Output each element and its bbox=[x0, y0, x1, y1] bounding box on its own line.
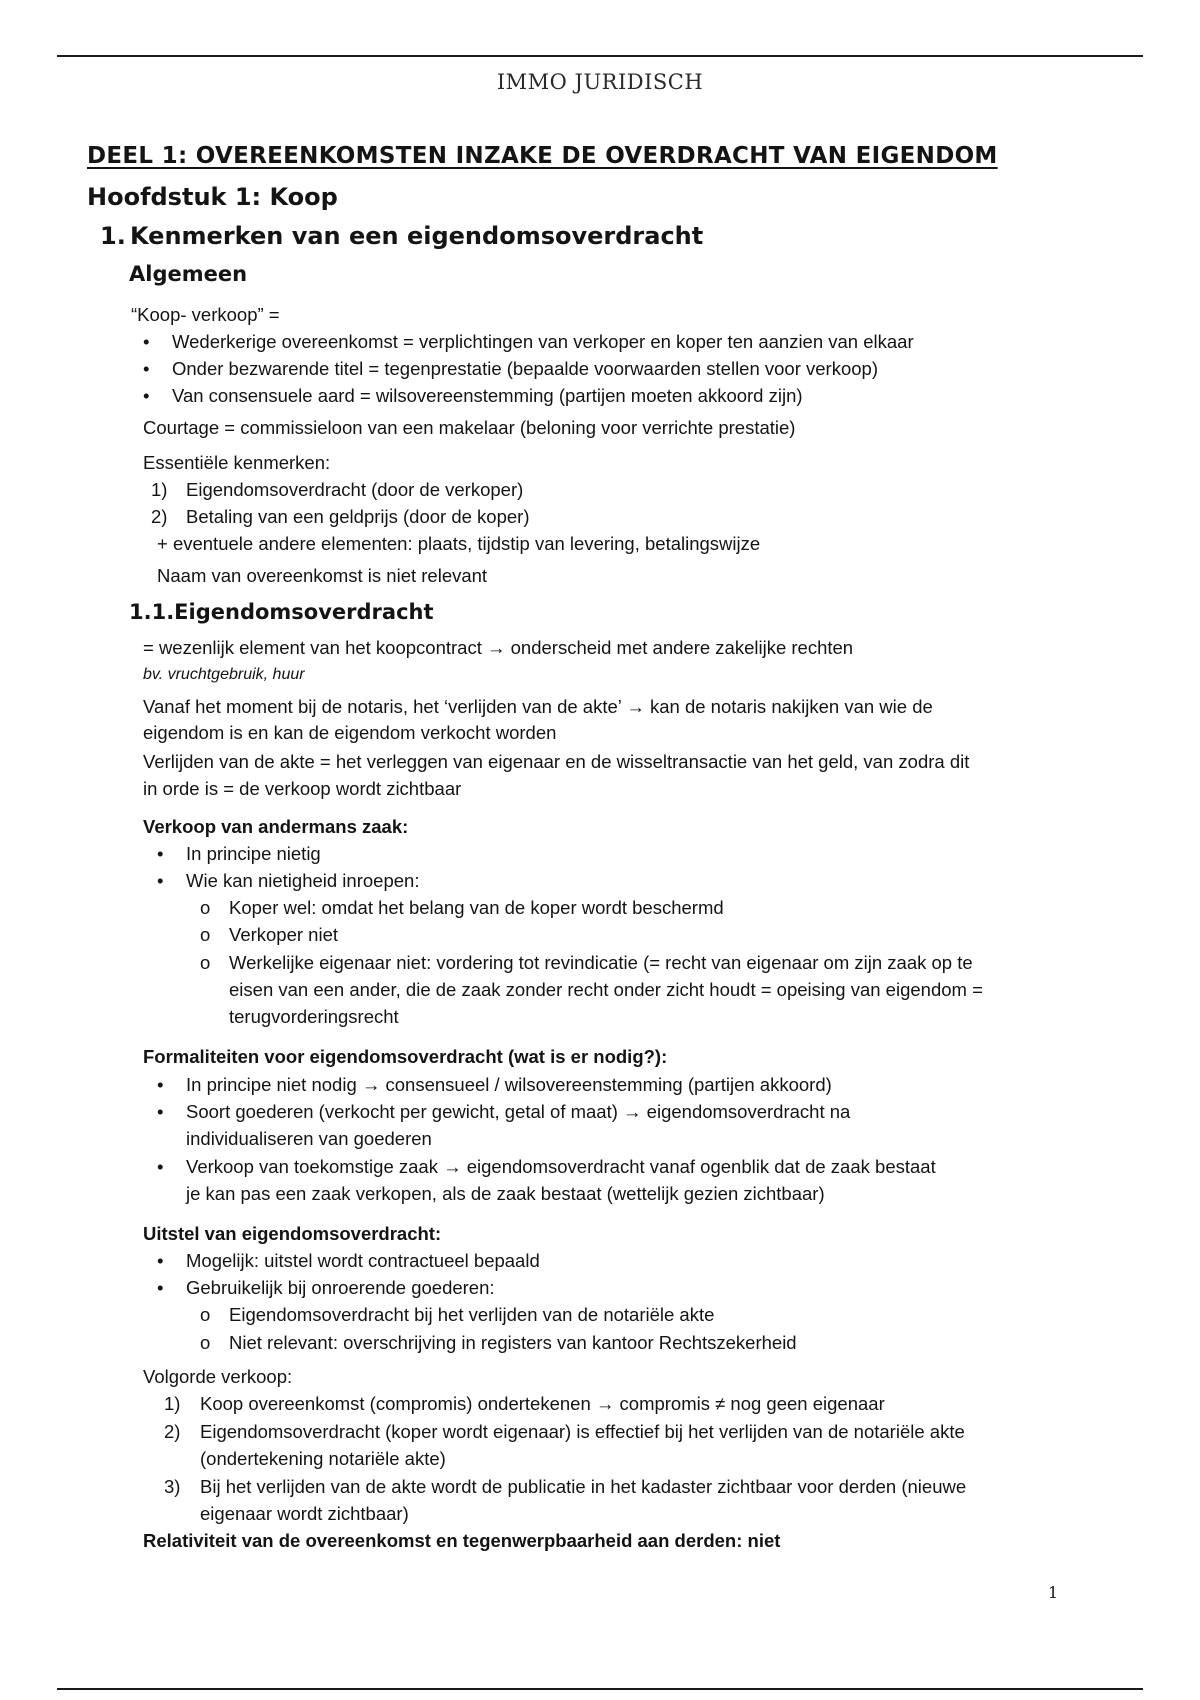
list-item: Van consensuele aard = wilsovereenstemming (partijen moeten akkoord zijn) bbox=[172, 385, 803, 406]
bullet-marker: • bbox=[157, 1101, 164, 1122]
sub-bullet-marker: o bbox=[200, 924, 211, 945]
list-item: Onder bezwarende titel = tegenprestatie (bepaalde voorwaarden stellen voor verkoop) bbox=[172, 358, 878, 379]
footer-rule bbox=[57, 1688, 1143, 1690]
list-number: 2) bbox=[164, 1421, 181, 1442]
sub-list-item: Verkoper niet bbox=[229, 924, 339, 945]
extra-elements: + eventuele andere elementen: plaats, tijdstip van levering, betalingswijze bbox=[157, 533, 761, 554]
list-number: 1) bbox=[151, 479, 168, 500]
list-item: Betaling van een geldprijs (door de koper) bbox=[186, 506, 530, 527]
list-number: 2) bbox=[151, 506, 168, 527]
list-item: Mogelijk: uitstel wordt contractueel bepaald bbox=[186, 1250, 540, 1271]
uitstel-heading: Uitstel van eigendomsoverdracht: bbox=[143, 1223, 442, 1244]
list-item-continuation: individualiseren van goederen bbox=[186, 1128, 432, 1149]
list-number: 1) bbox=[164, 1393, 181, 1414]
list-item: Wie kan nietigheid inroepen: bbox=[186, 870, 420, 891]
sub-bullet-marker: o bbox=[200, 897, 211, 918]
courtage-definition: Courtage = commissieloon van een makelaar (beloning voor verrichte prestatie) bbox=[143, 417, 796, 438]
list-item: Eigendomsoverdracht (koper wordt eigenaar) is effectief bij het verlijden van de notariële akte bbox=[200, 1421, 965, 1442]
page-number: 1 bbox=[1048, 1583, 1059, 1602]
list-item: Verkoop van toekomstige zaak → eigendomsoverdracht vanaf ogenblik dat de zaak bestaat bbox=[186, 1156, 936, 1177]
chapter-heading: Hoofdstuk 1: Koop bbox=[87, 183, 338, 211]
paragraph-line: Verlijden van de akte = het verleggen van eigenaar en de wisseltransactie van het geld, van zodra dit bbox=[143, 751, 970, 772]
list-item: In principe niet nodig → consensueel / wilsovereenstemming (partijen akkoord) bbox=[186, 1074, 832, 1095]
list-item: Koop overeenkomst (compromis) ondertekenen → compromis ≠ nog geen eigenaar bbox=[200, 1393, 885, 1414]
sub-bullet-marker: o bbox=[200, 1332, 211, 1353]
bullet-marker: • bbox=[157, 843, 164, 864]
bullet-marker: • bbox=[157, 870, 164, 891]
essentieel-label: Essentiële kenmerken: bbox=[143, 452, 331, 473]
list-number: 3) bbox=[164, 1476, 181, 1497]
bullet-marker: • bbox=[157, 1277, 164, 1298]
header-rule bbox=[57, 55, 1143, 57]
list-item: In principe nietig bbox=[186, 843, 321, 864]
andermans-heading: Verkoop van andermans zaak: bbox=[143, 816, 409, 837]
sub-list-item: Werkelijke eigenaar niet: vordering tot revindicatie (= recht van eigenaar om zijn zaak op te bbox=[229, 952, 973, 973]
section-title: Kenmerken van een eigendomsoverdracht bbox=[130, 222, 704, 250]
sub-list-item: Eigendomsoverdracht bij het verlijden van de notariële akte bbox=[229, 1304, 715, 1325]
subsection-heading: 1.1.Eigendomsoverdracht bbox=[129, 600, 434, 624]
bullet-marker: • bbox=[157, 1074, 164, 1095]
bullet-marker: • bbox=[143, 358, 150, 379]
part-heading: DEEL 1: OVEREENKOMSTEN INZAKE DE OVERDRACHT VAN EIGENDOM bbox=[87, 143, 998, 169]
sub-list-item-continuation: terugvorderingsrecht bbox=[229, 1006, 399, 1027]
sub-bullet-marker: o bbox=[200, 1304, 211, 1325]
bullet-marker: • bbox=[143, 385, 150, 406]
koop-intro: “Koop- verkoop” = bbox=[131, 304, 280, 325]
list-item-continuation: je kan pas een zaak verkopen, als de zaak bestaat (wettelijk gezien zichtbaar) bbox=[186, 1183, 825, 1204]
section-number: 1. bbox=[100, 222, 126, 250]
list-item: Bij het verlijden van de akte wordt de publicatie in het kadaster zichtbaar voor derden (nieuwe bbox=[200, 1476, 967, 1497]
overdracht-example: bv. vruchtgebruik, huur bbox=[143, 666, 305, 683]
list-item-continuation: (ondertekening notariële akte) bbox=[200, 1448, 446, 1469]
bullet-marker: • bbox=[143, 331, 150, 352]
list-item-continuation: eigenaar wordt zichtbaar) bbox=[200, 1503, 409, 1524]
paragraph-line: Vanaf het moment bij de notaris, het ‘verlijden van de akte’ → kan de notaris nakijken van wie de bbox=[143, 696, 933, 717]
running-header-title: IMMO JURIDISCH bbox=[496, 70, 704, 94]
list-item: Wederkerige overeenkomst = verplichtingen van verkoper en koper ten aanzien van elkaar bbox=[172, 331, 914, 352]
relativiteit-heading: Relativiteit van de overeenkomst en tegenwerpbaarheid aan derden: niet bbox=[143, 1530, 781, 1551]
subheading-algemeen: Algemeen bbox=[129, 262, 248, 286]
sub-list-item: Koper wel: omdat het belang van de koper wordt beschermd bbox=[229, 897, 724, 918]
list-item: Soort goederen (verkocht per gewicht, getal of maat) → eigendomsoverdracht na bbox=[186, 1101, 851, 1122]
formaliteiten-heading: Formaliteiten voor eigendomsoverdracht (wat is er nodig?): bbox=[143, 1046, 668, 1067]
sub-bullet-marker: o bbox=[200, 952, 211, 973]
sub-list-item: Niet relevant: overschrijving in registers van kantoor Rechtszekerheid bbox=[229, 1332, 797, 1353]
section-heading bbox=[100, 222, 703, 250]
paragraph-line: eigendom is en kan de eigendom verkocht worden bbox=[143, 722, 557, 743]
list-item: Gebruikelijk bij onroerende goederen: bbox=[186, 1277, 495, 1298]
paragraph-line: in orde is = de verkoop wordt zichtbaar bbox=[143, 778, 462, 799]
volgorde-label: Volgorde verkoop: bbox=[143, 1366, 293, 1387]
bullet-marker: • bbox=[157, 1250, 164, 1271]
list-item: Eigendomsoverdracht (door de verkoper) bbox=[186, 479, 524, 500]
sub-list-item-continuation: eisen van een ander, die de zaak zonder recht onder zicht houdt = opeising van eigendom = bbox=[229, 979, 983, 1000]
bullet-marker: • bbox=[157, 1156, 164, 1177]
overdracht-definition: = wezenlijk element van het koopcontract → onderscheid met andere zakelijke rechten bbox=[143, 637, 854, 658]
naam-note: Naam van overeenkomst is niet relevant bbox=[157, 565, 488, 586]
